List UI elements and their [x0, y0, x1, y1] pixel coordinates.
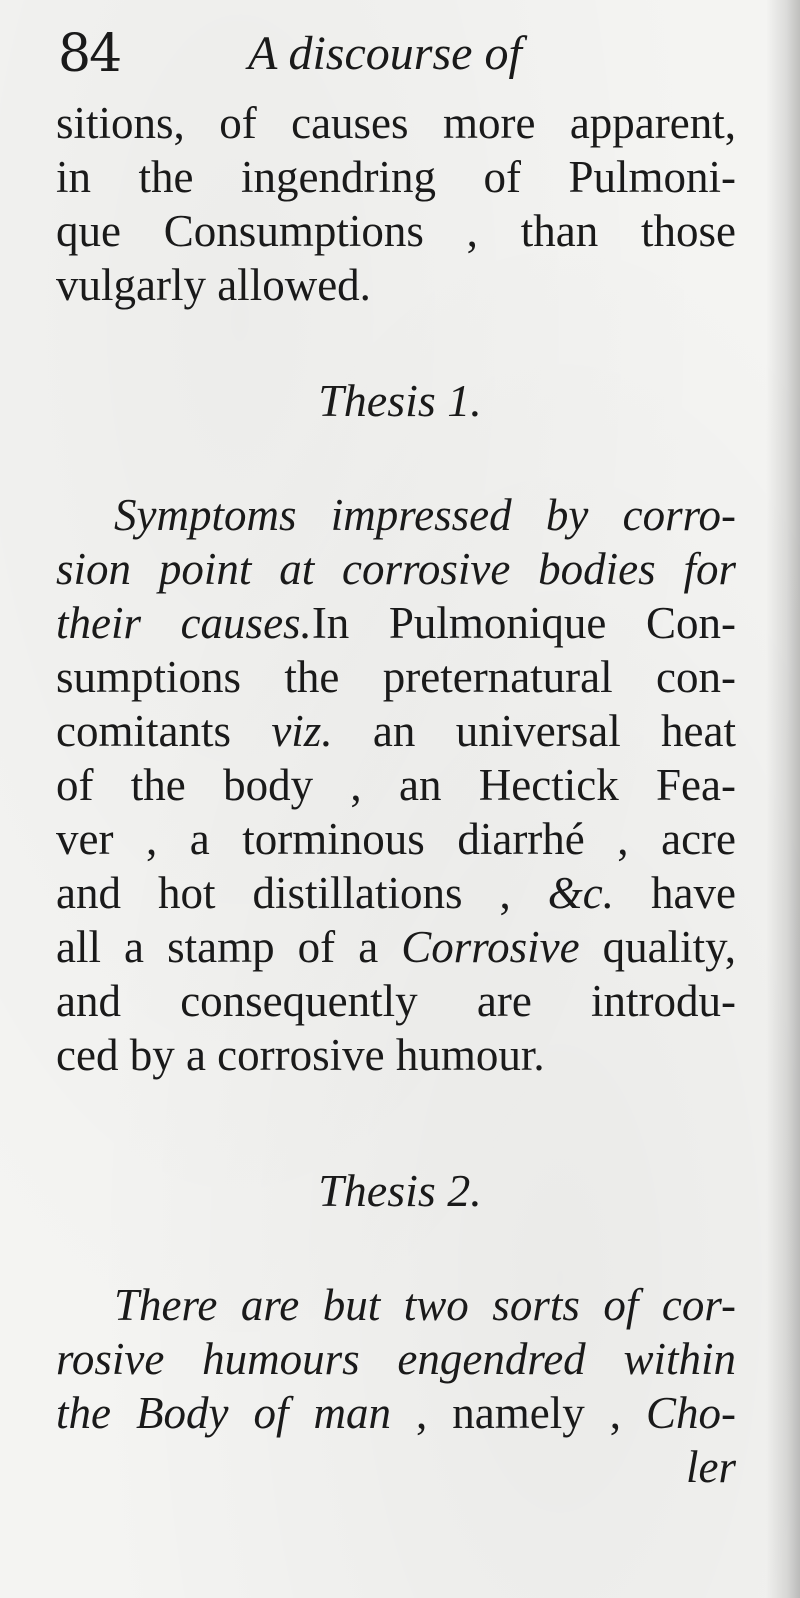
italic-run: Corrosive [401, 922, 580, 972]
text-line: rosive humours engendred within [56, 1334, 736, 1384]
text-line: There are but two sorts of cor- [114, 1280, 736, 1330]
thesis-1-heading: Thesis 1. [318, 375, 482, 426]
roman-run: all a stamp of a [56, 922, 402, 972]
thesis-1-paragraph [56, 488, 736, 1082]
text-line: in the ingendring of Pulmoni- [56, 152, 736, 202]
text-line [56, 704, 736, 758]
intro-paragraph [56, 96, 736, 312]
roman-run: and hot distillations , [56, 868, 548, 918]
text-line: and consequently are introdu- [56, 976, 736, 1026]
text-line: ver , a torminous diarrhé , acre [56, 814, 736, 864]
text-line: sitions, of causes more apparent, [56, 98, 736, 148]
italic-run: &c. [547, 868, 615, 918]
thesis-2-heading: Thesis 2. [318, 1165, 482, 1216]
italic-run: viz. [271, 706, 333, 756]
catchword: ler [686, 1442, 736, 1492]
text-line [56, 920, 736, 974]
roman-run: quality, [579, 922, 736, 972]
roman-run: , namely , [390, 1388, 646, 1438]
roman-run: In Pulmonique Con- [311, 598, 736, 648]
text-line: sion point at corrosive bodies for [56, 544, 736, 594]
text-line: of the body , an Hectick Fea- [56, 760, 736, 810]
text-line: ced by a corrosive humour. [56, 1030, 545, 1080]
italic-run: their causes. [56, 598, 312, 648]
text-line: sumptions the preternatural con- [56, 652, 736, 702]
running-head: A discourse of [248, 27, 522, 80]
roman-run: comitants [56, 706, 272, 756]
italic-run: the Body of man [56, 1388, 391, 1438]
text-line [56, 1386, 736, 1440]
text-line: Symptoms impressed by corro- [114, 490, 736, 540]
text-line: que Consumptions , than those [56, 206, 736, 256]
thesis-2-paragraph [56, 1278, 736, 1494]
binding-shadow [766, 0, 800, 1598]
roman-run: have [614, 868, 736, 918]
page-number: 84 [58, 24, 121, 84]
text-line: vulgarly allowed. [56, 260, 371, 310]
page-header [58, 18, 738, 88]
text-line [56, 596, 736, 650]
italic-run: Cho- [646, 1388, 736, 1438]
text-line [56, 866, 736, 920]
roman-run: an universal heat [332, 706, 736, 756]
